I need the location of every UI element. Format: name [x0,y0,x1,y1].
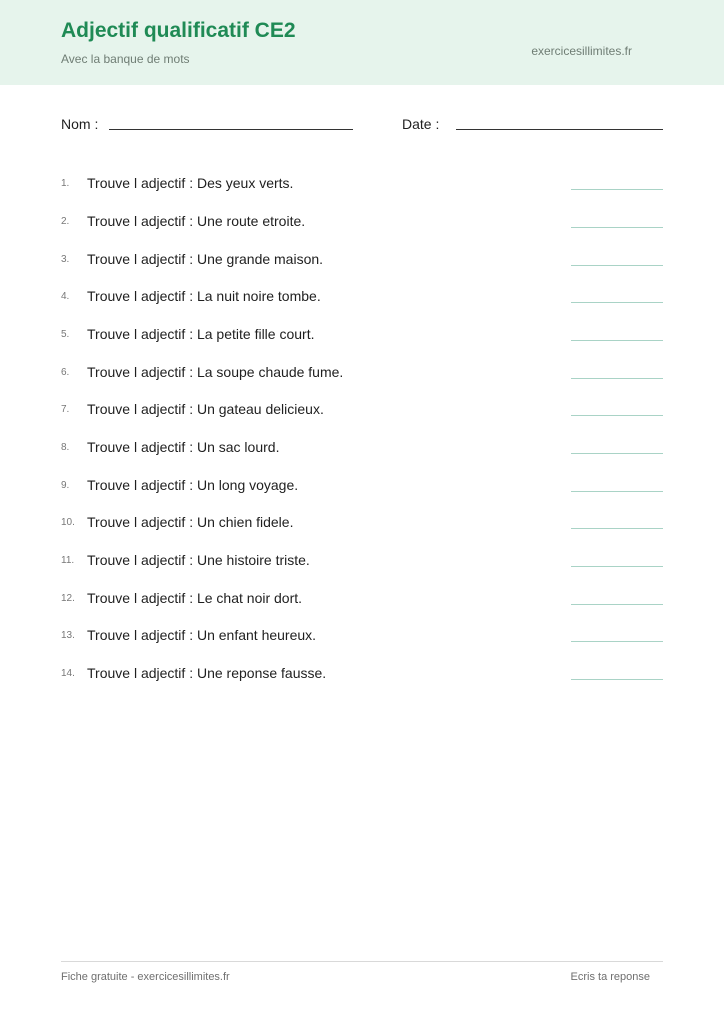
answer-line[interactable] [571,340,663,341]
question-text: Trouve l adjectif : La petite fille court. [87,326,315,342]
question-number: 2. [61,216,70,227]
question-item [61,624,663,648]
answer-line[interactable] [571,302,663,303]
date-label: Date : [402,116,440,132]
question-text: Trouve l adjectif : Une grande maison. [87,251,324,267]
answer-line[interactable] [571,604,663,605]
question-text: Trouve l adjectif : La nuit noire tombe. [87,288,321,304]
name-label: Nom : [61,116,99,132]
question-item [61,474,663,498]
name-field[interactable] [109,129,353,130]
answer-line[interactable] [571,528,663,529]
question-number: 7. [61,404,70,415]
question-item [61,398,663,422]
question-item [61,549,663,573]
question-item [61,172,663,196]
answer-line[interactable] [571,415,663,416]
question-item [61,361,663,385]
footer-right-text: Ecris ta reponse [570,971,650,983]
answer-line[interactable] [571,189,663,190]
answer-line[interactable] [571,453,663,454]
site-name: exercicesillimites.fr [531,44,632,58]
question-text: Trouve l adjectif : Un sac lourd. [87,439,280,455]
answer-line[interactable] [571,227,663,228]
question-text: Trouve l adjectif : Une histoire triste. [87,552,310,568]
answer-line[interactable] [571,265,663,266]
question-number: 13. [61,630,75,641]
worksheet-title: Adjectif qualificatif CE2 [61,19,296,42]
question-text: Trouve l adjectif : Un enfant heureux. [87,627,317,643]
question-item [61,210,663,234]
footer-left-text: Fiche gratuite - exercicesillimites.fr [61,971,230,983]
question-text: Trouve l adjectif : Un gateau delicieux. [87,401,324,417]
question-item [61,511,663,535]
answer-line[interactable] [571,378,663,379]
question-number: 5. [61,329,70,340]
footer-divider [61,961,663,962]
question-number: 9. [61,480,70,491]
question-item [61,248,663,272]
question-text: Trouve l adjectif : Un chien fidele. [87,514,294,530]
question-number: 1. [61,178,70,189]
answer-line[interactable] [571,679,663,680]
answer-line[interactable] [571,641,663,642]
question-item [61,587,663,611]
question-text: Trouve l adjectif : La soupe chaude fume. [87,364,344,380]
question-item [61,323,663,347]
question-number: 10. [61,517,75,528]
question-number: 3. [61,254,70,265]
worksheet-subtitle: Avec la banque de mots [61,52,190,66]
question-number: 11. [61,555,75,566]
question-number: 8. [61,442,70,453]
answer-line[interactable] [571,491,663,492]
question-number: 14. [61,668,75,679]
header-banner [0,0,724,85]
question-item [61,662,663,686]
answer-line[interactable] [571,566,663,567]
question-number: 12. [61,593,75,604]
question-number: 4. [61,291,70,302]
question-text: Trouve l adjectif : Des yeux verts. [87,175,294,191]
question-text: Trouve l adjectif : Un long voyage. [87,477,299,493]
question-text: Trouve l adjectif : Une route etroite. [87,213,306,229]
question-number: 6. [61,367,70,378]
question-text: Trouve l adjectif : Le chat noir dort. [87,590,303,606]
question-item [61,436,663,460]
date-field[interactable] [456,129,663,130]
question-text: Trouve l adjectif : Une reponse fausse. [87,665,327,681]
question-item [61,285,663,309]
